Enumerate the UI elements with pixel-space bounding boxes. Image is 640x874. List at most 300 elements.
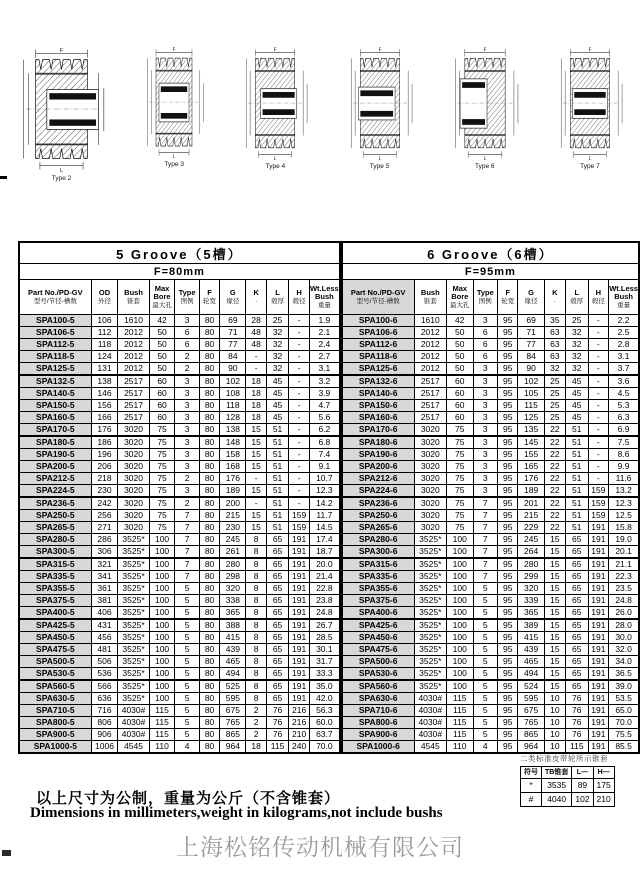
value-cell: 341 xyxy=(91,571,118,583)
value-cell: 4 xyxy=(175,741,200,754)
column-header xyxy=(588,280,609,315)
footnote-header-row xyxy=(521,767,615,779)
part-no-cell: SPA710-5 xyxy=(19,705,91,717)
part-no-cell: SPA315-6 xyxy=(342,558,414,571)
value-cell: 191 xyxy=(588,607,609,620)
table-row xyxy=(19,693,340,705)
value-cell: 95 xyxy=(498,729,518,741)
value-cell: 5 xyxy=(473,693,498,705)
value-cell: 191 xyxy=(588,546,609,559)
value-cell: 3 xyxy=(175,375,200,388)
bush-footnote-table xyxy=(520,766,615,807)
value-cell: - xyxy=(289,497,310,510)
part-no-cell: SPA475-6 xyxy=(342,644,414,656)
value-cell: 191 xyxy=(289,619,310,632)
table-row xyxy=(342,339,639,351)
value-cell: 189 xyxy=(220,485,246,498)
value-cell: 5 xyxy=(175,680,200,693)
value-cell: 11.7 xyxy=(309,510,339,522)
value-cell: 675 xyxy=(220,705,246,717)
value-cell: 65 xyxy=(566,583,588,595)
value-cell: - xyxy=(588,436,609,449)
table-row xyxy=(342,449,639,461)
value-cell: 2 xyxy=(175,473,200,485)
table-row xyxy=(19,644,340,656)
value-cell: 10 xyxy=(544,741,565,754)
value-cell: 2 xyxy=(246,705,266,717)
diagram-type-label: Type 2 xyxy=(51,175,72,182)
value-cell: 60 xyxy=(149,412,175,424)
value-cell: 84 xyxy=(220,351,246,363)
part-no-cell: SPA132-6 xyxy=(342,375,414,388)
value-cell: 60 xyxy=(149,400,175,412)
value-cell: 80 xyxy=(199,315,219,327)
part-no-cell: SPA250-6 xyxy=(342,510,414,522)
value-cell: 339 xyxy=(518,595,544,607)
value-cell: 7 xyxy=(175,558,200,571)
column-header-cn: 缘径 xyxy=(524,297,538,305)
value-cell: 636 xyxy=(91,693,118,705)
value-cell: 32 xyxy=(566,363,588,376)
value-cell: 50 xyxy=(149,339,175,351)
value-cell: 3020 xyxy=(118,436,150,449)
dim-f-label: F xyxy=(483,48,487,54)
value-cell: 7 xyxy=(175,522,200,534)
part-no-cell: SPA265-5 xyxy=(19,522,91,534)
value-cell: 100 xyxy=(149,619,175,632)
value-cell: 65 xyxy=(266,571,288,583)
part-no-cell: SPA100-5 xyxy=(19,315,91,327)
value-cell: 191 xyxy=(588,534,609,546)
part-no-cell: SPA425-5 xyxy=(19,619,91,632)
table-row xyxy=(19,680,340,693)
value-cell: 5 xyxy=(175,705,200,717)
value-cell: 3.2 xyxy=(309,375,339,388)
value-cell: 60 xyxy=(447,375,473,388)
part-no-cell: SPA212-6 xyxy=(342,473,414,485)
part-no-cell: SPA800-6 xyxy=(342,717,414,729)
table-row xyxy=(342,729,639,741)
value-cell: 45 xyxy=(566,375,588,388)
column-header xyxy=(149,280,175,315)
column-header xyxy=(447,280,473,315)
column-header xyxy=(175,280,200,315)
value-cell: 765 xyxy=(518,717,544,729)
value-cell: 3525* xyxy=(118,558,150,571)
value-cell: 2012 xyxy=(414,363,447,376)
footnote-header: 符号 xyxy=(521,767,542,779)
part-no-cell: SPA200-5 xyxy=(19,461,91,473)
part-no-cell: SPA560-5 xyxy=(19,680,91,693)
value-cell: 8 xyxy=(246,546,266,559)
value-cell: 524 xyxy=(518,680,544,693)
value-cell: 76 xyxy=(566,729,588,741)
value-cell: 15 xyxy=(544,632,565,644)
value-cell: 135 xyxy=(518,424,544,437)
value-cell: 76 xyxy=(266,705,288,717)
value-cell: 80 xyxy=(199,534,219,546)
diagram-type-label: Type 3 xyxy=(164,161,184,168)
value-cell: 80 xyxy=(199,656,219,668)
value-cell: 3525* xyxy=(414,558,447,571)
value-cell: 7 xyxy=(175,534,200,546)
value-cell: 191 xyxy=(588,729,609,741)
value-cell: 280 xyxy=(518,558,544,571)
value-cell: 26.0 xyxy=(609,607,639,620)
value-cell: 2517 xyxy=(118,388,150,400)
value-cell: 65 xyxy=(266,632,288,644)
value-cell: 191 xyxy=(588,668,609,681)
part-no-cell: SPA180-6 xyxy=(342,436,414,449)
value-cell: 280 xyxy=(220,558,246,571)
column-header-cn: 毂厚 xyxy=(271,297,285,305)
value-cell: 100 xyxy=(149,656,175,668)
value-cell: 26.7 xyxy=(309,619,339,632)
footnote-cell: 175 xyxy=(593,779,614,793)
value-cell: 191 xyxy=(289,534,310,546)
value-cell: 191 xyxy=(588,656,609,668)
value-cell: 75 xyxy=(447,436,473,449)
value-cell: 191 xyxy=(289,558,310,571)
value-cell: 191 xyxy=(588,595,609,607)
value-cell: 125 xyxy=(518,412,544,424)
value-cell: 95 xyxy=(498,449,518,461)
value-cell: 595 xyxy=(518,693,544,705)
column-header-cn: 外径 xyxy=(97,297,111,305)
value-cell: 3 xyxy=(473,461,498,473)
value-cell: - xyxy=(289,363,310,376)
value-cell: 3 xyxy=(175,485,200,498)
table-row xyxy=(19,705,340,717)
part-no-cell: SPA400-6 xyxy=(342,607,414,620)
value-cell: 75 xyxy=(447,522,473,534)
value-cell: - xyxy=(588,327,609,339)
value-cell: 95 xyxy=(498,485,518,498)
value-cell: 51 xyxy=(566,461,588,473)
value-cell: 8 xyxy=(246,632,266,644)
value-cell: 80 xyxy=(199,632,219,644)
value-cell: 10 xyxy=(544,705,565,717)
value-cell: - xyxy=(588,400,609,412)
value-cell: 5 xyxy=(473,583,498,595)
column-header-en: Max Bore xyxy=(451,283,469,302)
part-no-cell: SPA800-5 xyxy=(19,717,91,729)
value-cell: 60 xyxy=(447,400,473,412)
value-cell: 80 xyxy=(199,729,219,741)
value-cell: 306 xyxy=(91,546,118,559)
value-cell: 3 xyxy=(175,449,200,461)
value-cell: 191 xyxy=(289,607,310,620)
value-cell: 3525* xyxy=(414,534,447,546)
value-cell: 20.0 xyxy=(309,558,339,571)
value-cell: 191 xyxy=(289,656,310,668)
part-no-cell: SPA106-6 xyxy=(342,327,414,339)
value-cell: 6.9 xyxy=(609,424,639,437)
column-header-cn: 最大孔 xyxy=(152,301,172,309)
value-cell: 65 xyxy=(566,534,588,546)
value-cell: 30.1 xyxy=(309,644,339,656)
value-cell: 2517 xyxy=(118,400,150,412)
section-subtitle: F=95mm xyxy=(342,264,639,280)
value-cell: 148 xyxy=(220,436,246,449)
value-cell: 566 xyxy=(91,680,118,693)
column-header-en: Bush xyxy=(420,287,440,297)
part-no-cell: SPA450-6 xyxy=(342,632,414,644)
value-cell: 69 xyxy=(220,315,246,327)
value-cell: 95 xyxy=(498,510,518,522)
column-header-cn: 毂径 xyxy=(591,297,605,305)
value-cell: 56.3 xyxy=(309,705,339,717)
table-row xyxy=(342,522,639,534)
value-cell: 3525* xyxy=(414,619,447,632)
value-cell: 191 xyxy=(289,632,310,644)
part-no-cell: SPA236-5 xyxy=(19,497,91,510)
value-cell: 100 xyxy=(149,571,175,583)
value-cell: 65 xyxy=(266,534,288,546)
value-cell: 95 xyxy=(498,424,518,437)
table-row xyxy=(342,351,639,363)
table-row xyxy=(342,473,639,485)
value-cell: 191 xyxy=(588,632,609,644)
value-cell: 95 xyxy=(498,680,518,693)
value-cell: 3 xyxy=(473,424,498,437)
value-cell: 18 xyxy=(246,741,266,754)
value-cell: 3020 xyxy=(118,485,150,498)
value-cell: 50 xyxy=(447,351,473,363)
column-header-cn: · xyxy=(255,297,258,305)
value-cell: 95 xyxy=(498,546,518,559)
table-row xyxy=(342,680,639,693)
table-row xyxy=(19,546,340,559)
value-cell: 100 xyxy=(149,558,175,571)
value-cell: 65 xyxy=(266,546,288,559)
column-header-en: F xyxy=(207,287,212,297)
value-cell: 95 xyxy=(498,327,518,339)
column-header-cn: 轮宽 xyxy=(501,297,515,305)
value-cell: 494 xyxy=(220,668,246,681)
part-no-cell: SPA236-6 xyxy=(342,497,414,510)
value-cell: 675 xyxy=(518,705,544,717)
part-no-cell: SPA375-5 xyxy=(19,595,91,607)
dim-f-label: F xyxy=(172,46,176,53)
part-no-cell: SPA355-6 xyxy=(342,583,414,595)
value-cell: 80 xyxy=(199,741,219,754)
part-no-cell: SPA140-5 xyxy=(19,388,91,400)
part-no-cell: SPA265-6 xyxy=(342,522,414,534)
value-cell: 45 xyxy=(566,412,588,424)
value-cell: 4030# xyxy=(118,717,150,729)
value-cell: 100 xyxy=(149,583,175,595)
value-cell: 63.7 xyxy=(309,729,339,741)
value-cell: 65 xyxy=(566,595,588,607)
value-cell: 865 xyxy=(518,729,544,741)
part-no-cell: SPA112-6 xyxy=(342,339,414,351)
value-cell: 75 xyxy=(149,510,175,522)
value-cell: 7.5 xyxy=(609,436,639,449)
value-cell: 271 xyxy=(91,522,118,534)
value-cell: 2 xyxy=(175,497,200,510)
table-row xyxy=(342,315,639,327)
value-cell: 32 xyxy=(266,351,288,363)
value-cell: 5 xyxy=(473,656,498,668)
table-row xyxy=(342,668,639,681)
value-cell: 159 xyxy=(289,522,310,534)
pulley-type-3 xyxy=(141,46,207,168)
part-no-cell: SPA125-6 xyxy=(342,363,414,376)
table-row xyxy=(19,436,340,449)
value-cell: 32 xyxy=(566,327,588,339)
column-header-en: K xyxy=(552,287,558,297)
footnote-row xyxy=(521,793,615,807)
value-cell: 5.3 xyxy=(609,400,639,412)
table-row xyxy=(342,717,639,729)
value-cell: 4.7 xyxy=(309,400,339,412)
value-cell: 32.0 xyxy=(609,644,639,656)
value-cell: 76 xyxy=(566,717,588,729)
value-cell: 36.5 xyxy=(609,668,639,681)
value-cell: 3.7 xyxy=(609,363,639,376)
value-cell: - xyxy=(588,473,609,485)
table-row xyxy=(342,644,639,656)
value-cell: 42.0 xyxy=(309,693,339,705)
column-header-en: Type xyxy=(178,287,196,297)
value-cell: 176 xyxy=(220,473,246,485)
dim-l-label: L xyxy=(378,156,381,161)
value-cell: 15 xyxy=(246,424,266,437)
value-cell: 48 xyxy=(246,327,266,339)
footnote-cell: 3535 xyxy=(542,779,572,793)
value-cell: 100 xyxy=(149,632,175,644)
table-row xyxy=(342,327,639,339)
value-cell: 2 xyxy=(175,351,200,363)
value-cell: 3.1 xyxy=(609,351,639,363)
value-cell: 75 xyxy=(149,424,175,437)
value-cell: 3 xyxy=(473,485,498,498)
table-row xyxy=(19,315,340,327)
part-no-cell: SPA224-5 xyxy=(19,485,91,498)
column-header-en: H xyxy=(595,287,602,297)
value-cell: 3525* xyxy=(118,534,150,546)
value-cell: 51 xyxy=(266,424,288,437)
value-cell: 84 xyxy=(518,351,544,363)
column-header xyxy=(289,280,310,315)
value-cell: 80 xyxy=(199,522,219,534)
value-cell: 95 xyxy=(498,668,518,681)
value-cell: 3020 xyxy=(414,436,447,449)
footnote-cell: 102 xyxy=(572,793,593,807)
pulley-diagram-svg xyxy=(448,46,522,161)
value-cell: 65 xyxy=(566,644,588,656)
dim-l-label: L xyxy=(173,153,176,159)
value-cell: 159 xyxy=(588,485,609,498)
value-cell: 389 xyxy=(518,619,544,632)
value-cell: 2.7 xyxy=(309,351,339,363)
value-cell: 95 xyxy=(498,619,518,632)
value-cell: 115 xyxy=(266,741,288,754)
value-cell: 506 xyxy=(91,656,118,668)
value-cell: 51 xyxy=(266,485,288,498)
value-cell: 10 xyxy=(544,693,565,705)
value-cell: 8 xyxy=(246,558,266,571)
value-cell: 24.8 xyxy=(309,607,339,620)
column-header xyxy=(246,280,266,315)
value-cell: 3525* xyxy=(118,619,150,632)
value-cell: 3525* xyxy=(118,693,150,705)
value-cell: 80 xyxy=(199,449,219,461)
value-cell: 7 xyxy=(473,571,498,583)
value-cell: 15.8 xyxy=(609,522,639,534)
column-header-cn: 最大孔 xyxy=(450,301,470,309)
table-row xyxy=(342,619,639,632)
value-cell: 716 xyxy=(91,705,118,717)
value-cell: 42 xyxy=(149,315,175,327)
value-cell: 80 xyxy=(199,595,219,607)
table-row xyxy=(19,656,340,668)
value-cell: 1610 xyxy=(118,315,150,327)
value-cell: 22 xyxy=(544,485,565,498)
value-cell: 3525* xyxy=(414,571,447,583)
part-no-cell: SPA280-6 xyxy=(342,534,414,546)
value-cell: 6 xyxy=(175,339,200,351)
value-cell: 115 xyxy=(149,717,175,729)
value-cell: 65 xyxy=(566,656,588,668)
part-no-cell: SPA112-5 xyxy=(19,339,91,351)
value-cell: 95 xyxy=(498,534,518,546)
note-chinese: 以上尺寸为公制，重量为公斤（不含锥套） xyxy=(36,790,341,807)
value-cell: 80 xyxy=(199,412,219,424)
value-cell: 75 xyxy=(149,497,175,510)
value-cell: 191 xyxy=(588,571,609,583)
value-cell: 7 xyxy=(473,510,498,522)
diagram-type-label: Type 6 xyxy=(474,163,495,170)
value-cell: 85.5 xyxy=(609,741,639,754)
value-cell: 2012 xyxy=(414,339,447,351)
company-name: 上海松铭传动机械有限公司 xyxy=(176,835,464,860)
value-cell: 65 xyxy=(566,546,588,559)
table-row xyxy=(342,558,639,571)
column-header-en: OD xyxy=(98,287,111,297)
bush-footnote-title: 二类标准皮带轮所示锥套 xyxy=(520,754,608,763)
value-cell: 80 xyxy=(199,327,219,339)
value-cell: 80 xyxy=(199,485,219,498)
value-cell: 65 xyxy=(566,571,588,583)
value-cell: 15 xyxy=(544,546,565,559)
column-header-en: Max Bore xyxy=(153,283,171,302)
value-cell: 2 xyxy=(175,363,200,376)
value-cell: 3525* xyxy=(118,583,150,595)
value-cell: - xyxy=(588,363,609,376)
pulley-diagrams xyxy=(14,46,626,211)
value-cell: 8 xyxy=(246,644,266,656)
value-cell: 5 xyxy=(473,607,498,620)
value-cell: 80 xyxy=(199,339,219,351)
value-cell: 3 xyxy=(175,412,200,424)
value-cell: 80 xyxy=(199,705,219,717)
value-cell: 3 xyxy=(175,315,200,327)
column-header-en: Part No./PD-GV xyxy=(350,287,406,297)
value-cell: 156 xyxy=(91,400,118,412)
value-cell: 65 xyxy=(566,619,588,632)
value-cell: 80 xyxy=(199,571,219,583)
value-cell: 115 xyxy=(149,705,175,717)
value-cell: 3525* xyxy=(414,668,447,681)
column-header xyxy=(220,280,246,315)
value-cell: 168 xyxy=(220,461,246,473)
value-cell: 51 xyxy=(266,497,288,510)
value-cell: 115 xyxy=(149,729,175,741)
value-cell: 76 xyxy=(266,729,288,741)
value-cell: 1006 xyxy=(91,741,118,754)
